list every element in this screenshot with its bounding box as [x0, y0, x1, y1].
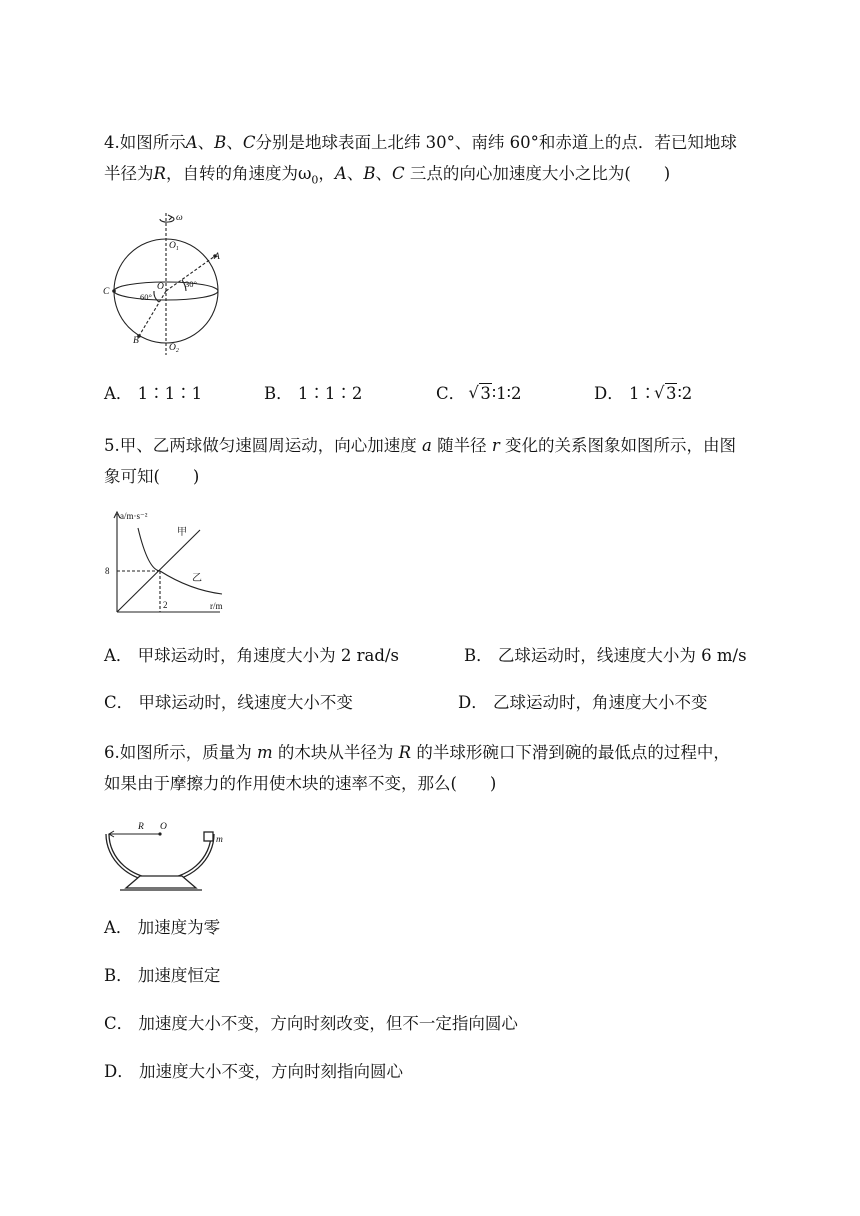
q4-option-d[interactable]: D． 1∶√ 3∶2: [594, 383, 692, 405]
series-jia-label: 甲: [177, 527, 187, 538]
question-6-line-1: 6.如图所示，质量为 m 的木块从半径为 R 的半球形碗口下滑到碗的最低点的过程中，: [104, 743, 730, 762]
omega-label: ω: [176, 213, 183, 223]
y-axis-label: a/m·s⁻²: [120, 511, 148, 521]
o2-label: $O_2$: [169, 343, 179, 354]
bowl-inner: [109, 834, 211, 879]
question-6-stem: [104, 737, 764, 799]
center-o-dot: [158, 832, 161, 835]
earth-diagram: [100, 205, 240, 360]
m-label: m: [216, 835, 223, 845]
series-yi-label: 乙: [192, 573, 202, 584]
rotation-arrow-head: [168, 215, 172, 220]
q6-option-c[interactable]: C． 加速度大小不变，方向时刻改变，但不一定指向圆心: [104, 1014, 518, 1033]
question-4-stem: [104, 127, 764, 195]
o-center-label: O: [157, 282, 164, 292]
o1-label: $O_1$: [169, 241, 179, 252]
q6-option-a[interactable]: A． 加速度为零: [104, 918, 221, 937]
hemispherical-bowl-diagram: [100, 818, 235, 895]
q6-option-d[interactable]: D． 加速度大小不变，方向时刻指向圆心: [104, 1062, 403, 1081]
question-4-line-2: 半径为R，自转的角速度为$\omega_0$，A、B、C 三点的向心加速度大小之比为( ): [104, 164, 671, 187]
point-C: [112, 289, 116, 293]
question-5-line-2: 象可知( ): [104, 467, 200, 486]
o-label: O: [160, 822, 167, 832]
q5-option-a[interactable]: A． 甲球运动时，角速度大小为 2 rad/s: [104, 646, 399, 665]
sqrt-3: √ 3: [656, 383, 678, 405]
x-tick-label: 2: [163, 600, 168, 610]
point-c-label: C: [103, 287, 110, 297]
question-6-line-2: 如果由于摩擦力的作用使木块的速率不变，那么( ): [104, 774, 497, 793]
point-a-label: A: [214, 252, 220, 262]
question-4-line-1: 4.如图所示A、B、C分别是地球表面上北纬 30°、南纬 60°和赤道上的点．若已知地球: [104, 133, 737, 152]
bowl-outer: [106, 834, 214, 882]
x-axis-label: r/m: [210, 601, 223, 611]
q4-option-c[interactable]: C． √ 3∶1∶2: [436, 383, 521, 405]
q4-option-b[interactable]: B． 1∶1∶2: [264, 384, 363, 403]
q5-option-b[interactable]: B． 乙球运动时，线速度大小为 6 m/s: [464, 646, 747, 665]
q5-option-c[interactable]: C． 甲球运动时，线速度大小不变: [104, 693, 353, 712]
q4-option-a[interactable]: A． 1∶1∶1: [104, 384, 203, 403]
angle-60-label: 60°: [140, 292, 152, 302]
question-5-stem: [104, 430, 764, 492]
question-5-line-1: 5.甲、乙两球做匀速圆周运动，向心加速度 a 随半径 r 变化的关系图象如图所示，由图: [104, 436, 736, 455]
block-m: [204, 832, 213, 841]
point-b-label: B: [133, 336, 139, 346]
acceleration-radius-graph: [100, 508, 235, 618]
sqrt-3: √ 3: [470, 383, 492, 405]
q5-option-d[interactable]: D． 乙球运动时，角速度大小不变: [458, 693, 708, 712]
angle-30-label: 30°: [185, 279, 197, 289]
q6-option-b[interactable]: B． 加速度恒定: [104, 966, 221, 985]
y-tick-label: 8: [105, 566, 110, 576]
r-label: R: [138, 822, 144, 832]
